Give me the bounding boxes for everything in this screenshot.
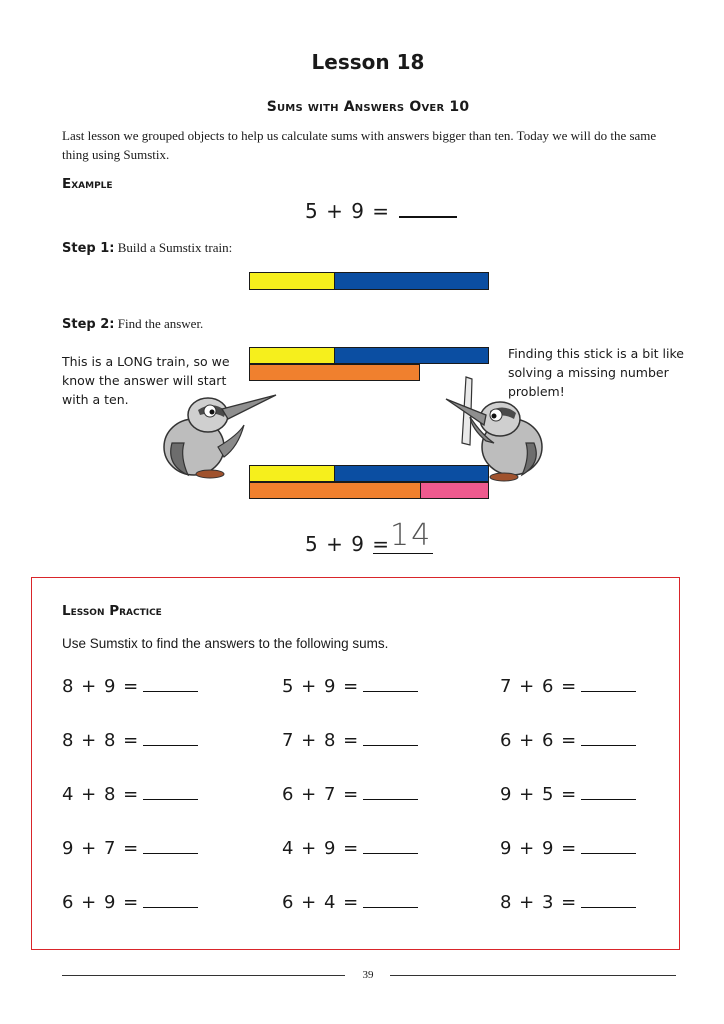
practice-problem (62, 892, 198, 913)
practice-answer-blank[interactable] (581, 905, 636, 908)
practice-problem (282, 676, 418, 697)
step-2-label: Step 2: (62, 317, 115, 332)
practice-answer-blank[interactable] (581, 851, 636, 854)
practice-problem-text: 7 + 6 = (500, 676, 578, 697)
practice-problem (500, 784, 636, 805)
practice-problem (62, 784, 198, 805)
step-2 (62, 316, 203, 332)
practice-problem-text: 6 + 7 = (282, 784, 360, 805)
practice-answer-blank[interactable] (363, 797, 418, 800)
practice-problem-text: 8 + 9 = (62, 676, 140, 697)
practice-problem (282, 784, 418, 805)
practice-problem (282, 838, 418, 859)
train-blue-9 (334, 272, 489, 290)
step-1-label: Step 1: (62, 241, 115, 256)
practice-answer-blank[interactable] (581, 743, 636, 746)
practice-problem-text: 4 + 9 = (282, 838, 360, 859)
practice-problem-text: 9 + 5 = (500, 784, 578, 805)
footer-rule-left (62, 975, 345, 976)
train2-yellow-5 (249, 347, 335, 364)
intro-paragraph: Last lesson we grouped objects to help us calculate sums with answers bigger than ten. Today we will do the same thing using Sumstix. (62, 128, 657, 162)
practice-problem-text: 9 + 9 = (500, 838, 578, 859)
practice-answer-blank[interactable] (363, 905, 418, 908)
practice-problem-text: 8 + 8 = (62, 730, 140, 751)
practice-answer-blank[interactable] (143, 851, 198, 854)
step-1 (62, 240, 232, 256)
speech-bubble-left: This is a LONG train, so we know the answer will start with a ten. (62, 354, 230, 407)
practice-heading: Lesson Practice (62, 603, 162, 619)
practice-problem (62, 838, 198, 859)
step-2-text: Find the answer. (117, 316, 204, 331)
practice-answer-blank[interactable] (363, 689, 418, 692)
solution-blank (373, 553, 433, 554)
speech-bubble-right: Finding this stick is a bit like solving a missing number problem! (508, 346, 684, 399)
train2-blue-9 (334, 347, 489, 364)
practice-problem-text: 5 + 9 = (282, 676, 360, 697)
practice-problem-text: 9 + 7 = (62, 838, 140, 859)
solution-equation: 5 + 9 = (305, 532, 391, 556)
practice-instruction: Use Sumstix to find the answers to the following sums. (62, 636, 389, 651)
example-equation (305, 198, 457, 223)
stick3-pink-4 (420, 482, 489, 499)
train3-blue-9 (334, 465, 489, 482)
lesson-title: Lesson 18 (311, 50, 425, 74)
practice-problem (62, 676, 198, 697)
practice-problem (282, 730, 418, 751)
practice-problem-text: 4 + 8 = (62, 784, 140, 805)
practice-answer-blank[interactable] (363, 851, 418, 854)
practice-problem (282, 892, 418, 913)
stick3-orange-10 (249, 482, 421, 499)
practice-answer-blank[interactable] (143, 797, 198, 800)
practice-problem-text: 7 + 8 = (282, 730, 360, 751)
practice-answer-blank[interactable] (581, 689, 636, 692)
lesson-subtitle: Sums with Answers Over 10 (266, 99, 470, 115)
train-yellow-5 (249, 272, 335, 290)
practice-problem-text: 6 + 6 = (500, 730, 578, 751)
practice-answer-blank[interactable] (363, 743, 418, 746)
practice-problem-text: 8 + 3 = (500, 892, 578, 913)
example-answer-blank (399, 198, 457, 218)
practice-problem-text: 6 + 4 = (282, 892, 360, 913)
footer-rule-right (390, 975, 676, 976)
practice-problem (62, 730, 198, 751)
page-number: 39 (362, 969, 374, 981)
example-equation-text: 5 + 9 = (305, 199, 391, 223)
practice-problem (500, 892, 636, 913)
stick-orange-10 (249, 364, 420, 381)
practice-answer-blank[interactable] (143, 905, 198, 908)
solution-answer: 14 (390, 518, 433, 553)
practice-answer-blank[interactable] (143, 689, 198, 692)
practice-problem (500, 838, 636, 859)
example-heading: Example (62, 176, 113, 192)
practice-answer-blank[interactable] (143, 743, 198, 746)
train3-yellow-5 (249, 465, 335, 482)
practice-problem-text: 6 + 9 = (62, 892, 140, 913)
practice-answer-blank[interactable] (581, 797, 636, 800)
practice-problem (500, 676, 636, 697)
practice-problem (500, 730, 636, 751)
step-1-text: Build a Sumstix train: (117, 240, 233, 255)
